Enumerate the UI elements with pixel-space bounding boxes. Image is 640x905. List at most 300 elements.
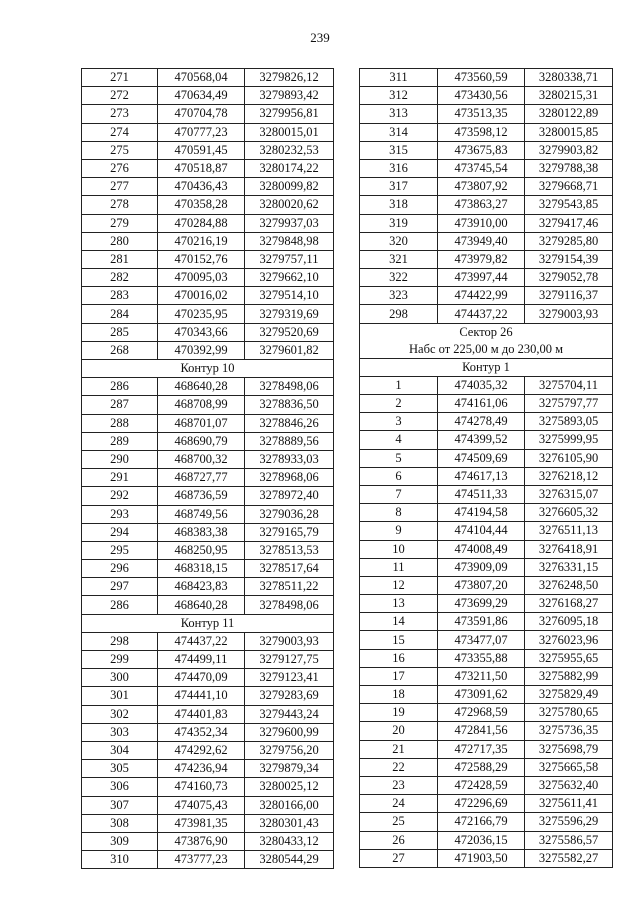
point-number-cell: 279 (82, 214, 158, 232)
x-coordinate-cell: 468383,38 (158, 523, 245, 541)
x-coordinate-cell: 472166,79 (438, 813, 525, 831)
y-coordinate-cell: 3280166,00 (245, 796, 334, 814)
y-coordinate-cell: 3279003,93 (525, 305, 613, 323)
x-coordinate-cell: 473909,09 (438, 558, 525, 576)
x-coordinate-cell: 474035,32 (438, 376, 525, 394)
table-row (82, 832, 334, 850)
table-row (82, 851, 334, 869)
y-coordinate-cell: 3280015,01 (245, 123, 334, 141)
point-number-cell: 13 (360, 595, 438, 613)
point-number-cell: 10 (360, 540, 438, 558)
y-coordinate-cell: 3276605,32 (525, 504, 613, 522)
y-coordinate-cell: 3280544,29 (245, 851, 334, 869)
table-row (82, 523, 334, 541)
coordinates-table-right (359, 68, 613, 868)
y-coordinate-cell: 3275665,58 (525, 758, 613, 776)
x-coordinate-cell: 468700,32 (158, 450, 245, 468)
x-coordinate-cell: 473949,40 (438, 232, 525, 250)
table-row (82, 723, 334, 741)
x-coordinate-cell: 472968,59 (438, 704, 525, 722)
x-coordinate-cell: 473807,92 (438, 178, 525, 196)
x-coordinate-cell: 474499,11 (158, 651, 245, 669)
point-number-cell: 317 (360, 178, 438, 196)
table-row (360, 522, 613, 540)
point-number-cell: 321 (360, 250, 438, 268)
point-number-cell: 286 (82, 596, 158, 614)
page-number: 239 (310, 30, 330, 45)
point-number-cell: 298 (82, 632, 158, 650)
point-number-cell: 287 (82, 396, 158, 414)
x-coordinate-cell: 473910,00 (438, 214, 525, 232)
point-number-cell: 11 (360, 558, 438, 576)
y-coordinate-cell: 3276248,50 (525, 576, 613, 594)
point-number-cell: 27 (360, 849, 438, 867)
point-number-cell: 323 (360, 287, 438, 305)
point-number-cell: 4 (360, 431, 438, 449)
x-coordinate-cell: 474236,94 (158, 760, 245, 778)
y-coordinate-cell: 3278498,06 (245, 378, 334, 396)
y-coordinate-cell: 3279848,98 (245, 232, 334, 250)
point-number-cell: 303 (82, 723, 158, 741)
table-row (360, 758, 613, 776)
table-row (360, 250, 613, 268)
section-header-line: Сектор 26 (459, 324, 513, 339)
x-coordinate-cell: 468640,28 (158, 596, 245, 614)
table-row (82, 341, 334, 359)
table-row (360, 485, 613, 503)
table-row (360, 595, 613, 613)
table-row (360, 123, 613, 141)
table-row (360, 613, 613, 631)
x-coordinate-cell: 468749,56 (158, 505, 245, 523)
point-number-cell: 280 (82, 232, 158, 250)
point-number-cell: 285 (82, 323, 158, 341)
point-number-cell: 2 (360, 395, 438, 413)
table-row (82, 541, 334, 559)
x-coordinate-cell: 474422,99 (438, 287, 525, 305)
y-coordinate-cell: 3275582,27 (525, 849, 613, 867)
table-row (360, 540, 613, 558)
x-coordinate-cell: 470235,95 (158, 305, 245, 323)
x-coordinate-cell: 474104,44 (438, 522, 525, 540)
y-coordinate-cell: 3280174,22 (245, 159, 334, 177)
point-number-cell: 268 (82, 341, 158, 359)
point-number-cell: 308 (82, 814, 158, 832)
x-coordinate-cell: 470591,45 (158, 141, 245, 159)
point-number-cell: 19 (360, 704, 438, 722)
y-coordinate-cell: 3279662,10 (245, 269, 334, 287)
y-coordinate-cell: 3275704,11 (525, 376, 613, 394)
x-coordinate-cell: 473876,90 (158, 832, 245, 850)
y-coordinate-cell: 3275611,41 (525, 795, 613, 813)
point-number-cell: 15 (360, 631, 438, 649)
y-coordinate-cell: 3280232,53 (245, 141, 334, 159)
y-coordinate-cell: 3279123,41 (245, 669, 334, 687)
x-coordinate-cell: 474278,49 (438, 413, 525, 431)
x-coordinate-cell: 470284,88 (158, 214, 245, 232)
x-coordinate-cell: 468736,59 (158, 487, 245, 505)
table-row (82, 450, 334, 468)
point-number-cell: 297 (82, 578, 158, 596)
x-coordinate-cell: 474617,13 (438, 467, 525, 485)
y-coordinate-cell: 3278498,06 (245, 596, 334, 614)
table-row (360, 376, 613, 394)
point-number-cell: 313 (360, 105, 438, 123)
table-row (360, 449, 613, 467)
y-coordinate-cell: 3278517,64 (245, 560, 334, 578)
y-coordinate-cell: 3279600,99 (245, 723, 334, 741)
y-coordinate-cell: 3276331,15 (525, 558, 613, 576)
point-number-cell: 300 (82, 669, 158, 687)
point-number-cell: 282 (82, 269, 158, 287)
point-number-cell: 26 (360, 831, 438, 849)
point-number-cell: 18 (360, 686, 438, 704)
x-coordinate-cell: 473477,07 (438, 631, 525, 649)
x-coordinate-cell: 473430,56 (438, 87, 525, 105)
section-header-line: Набс от 225,00 м до 230,00 м (409, 341, 563, 356)
table-row (360, 576, 613, 594)
table-row (360, 722, 613, 740)
y-coordinate-cell: 3278836,50 (245, 396, 334, 414)
point-number-cell: 274 (82, 123, 158, 141)
x-coordinate-cell: 473675,83 (438, 141, 525, 159)
y-coordinate-cell: 3276095,18 (525, 613, 613, 631)
x-coordinate-cell: 470777,23 (158, 123, 245, 141)
point-number-cell: 309 (82, 832, 158, 850)
point-number-cell: 22 (360, 758, 438, 776)
point-number-cell: 276 (82, 159, 158, 177)
coordinates-table-right-body (360, 69, 613, 868)
x-coordinate-cell: 473807,20 (438, 576, 525, 594)
point-number-cell: 272 (82, 87, 158, 105)
x-coordinate-cell: 470704,78 (158, 105, 245, 123)
point-number-cell: 295 (82, 541, 158, 559)
section-header-line: Контур 1 (462, 359, 510, 374)
point-number-cell: 6 (360, 467, 438, 485)
point-number-cell: 311 (360, 69, 438, 87)
point-number-cell: 293 (82, 505, 158, 523)
x-coordinate-cell: 474075,43 (158, 796, 245, 814)
point-number-cell: 5 (360, 449, 438, 467)
point-number-cell: 296 (82, 560, 158, 578)
table-row (360, 686, 613, 704)
point-number-cell: 289 (82, 432, 158, 450)
x-coordinate-cell: 468250,95 (158, 541, 245, 559)
table-row (82, 414, 334, 432)
y-coordinate-cell: 3275586,57 (525, 831, 613, 849)
y-coordinate-cell: 3276218,12 (525, 467, 613, 485)
table-row (82, 814, 334, 832)
point-number-cell: 281 (82, 250, 158, 268)
y-coordinate-cell: 3279003,93 (245, 632, 334, 650)
table-row (82, 760, 334, 778)
y-coordinate-cell: 3278968,06 (245, 469, 334, 487)
point-number-cell: 312 (360, 87, 438, 105)
y-coordinate-cell: 3279601,82 (245, 341, 334, 359)
y-coordinate-cell: 3279127,75 (245, 651, 334, 669)
y-coordinate-cell: 3279283,69 (245, 687, 334, 705)
table-row (82, 669, 334, 687)
point-number-cell: 271 (82, 69, 158, 87)
table-row (82, 141, 334, 159)
point-number-cell: 20 (360, 722, 438, 740)
y-coordinate-cell: 3275698,79 (525, 740, 613, 758)
table-row (82, 232, 334, 250)
table-row (360, 813, 613, 831)
point-number-cell: 12 (360, 576, 438, 594)
y-coordinate-cell: 3276511,13 (525, 522, 613, 540)
y-coordinate-cell: 3280020,62 (245, 196, 334, 214)
x-coordinate-cell: 474399,52 (438, 431, 525, 449)
table-row (82, 123, 334, 141)
section-header-row (82, 614, 334, 632)
x-coordinate-cell: 468708,99 (158, 396, 245, 414)
point-number-cell: 301 (82, 687, 158, 705)
y-coordinate-cell: 3279757,11 (245, 250, 334, 268)
x-coordinate-cell: 470016,02 (158, 287, 245, 305)
y-coordinate-cell: 3278889,56 (245, 432, 334, 450)
table-row (360, 667, 613, 685)
x-coordinate-cell: 474511,33 (438, 485, 525, 503)
y-coordinate-cell: 3279165,79 (245, 523, 334, 541)
table-row (82, 214, 334, 232)
x-coordinate-cell: 472428,59 (438, 776, 525, 794)
table-row (360, 105, 613, 123)
point-number-cell: 302 (82, 705, 158, 723)
y-coordinate-cell: 3275632,40 (525, 776, 613, 794)
x-coordinate-cell: 474194,58 (438, 504, 525, 522)
x-coordinate-cell: 472588,29 (438, 758, 525, 776)
point-number-cell: 298 (360, 305, 438, 323)
point-number-cell: 290 (82, 450, 158, 468)
x-coordinate-cell: 470343,66 (158, 323, 245, 341)
table-row (360, 69, 613, 87)
y-coordinate-cell: 3275596,29 (525, 813, 613, 831)
x-coordinate-cell: 474008,49 (438, 540, 525, 558)
table-row (360, 269, 613, 287)
y-coordinate-cell: 3279903,82 (525, 141, 613, 159)
y-coordinate-cell: 3279788,38 (525, 159, 613, 177)
table-row (360, 159, 613, 177)
x-coordinate-cell: 470568,04 (158, 69, 245, 87)
y-coordinate-cell: 3278513,53 (245, 541, 334, 559)
x-coordinate-cell: 474509,69 (438, 449, 525, 467)
point-number-cell: 284 (82, 305, 158, 323)
point-number-cell: 288 (82, 414, 158, 432)
y-coordinate-cell: 3275882,99 (525, 667, 613, 685)
y-coordinate-cell: 3279443,24 (245, 705, 334, 723)
table-row (82, 487, 334, 505)
x-coordinate-cell: 468701,07 (158, 414, 245, 432)
point-number-cell: 283 (82, 287, 158, 305)
table-row (360, 287, 613, 305)
y-coordinate-cell: 3279116,37 (525, 287, 613, 305)
point-number-cell: 8 (360, 504, 438, 522)
y-coordinate-cell: 3278933,03 (245, 450, 334, 468)
point-number-cell: 294 (82, 523, 158, 541)
section-header-row (360, 358, 613, 376)
table-row (82, 687, 334, 705)
table-row (360, 196, 613, 214)
table-row (82, 596, 334, 614)
x-coordinate-cell: 472717,35 (438, 740, 525, 758)
table-row (360, 232, 613, 250)
table-row (82, 269, 334, 287)
y-coordinate-cell: 3276418,91 (525, 540, 613, 558)
y-coordinate-cell: 3279826,12 (245, 69, 334, 87)
table-row (360, 740, 613, 758)
table-row (82, 196, 334, 214)
section-header-line: Контур 10 (180, 361, 235, 376)
y-coordinate-cell: 3278511,22 (245, 578, 334, 596)
table-row (82, 159, 334, 177)
x-coordinate-cell: 468727,77 (158, 469, 245, 487)
y-coordinate-cell: 3279937,03 (245, 214, 334, 232)
y-coordinate-cell: 3279285,80 (525, 232, 613, 250)
y-coordinate-cell: 3275797,77 (525, 395, 613, 413)
x-coordinate-cell: 474437,22 (438, 305, 525, 323)
point-number-cell: 14 (360, 613, 438, 631)
y-coordinate-cell: 3275780,65 (525, 704, 613, 722)
x-coordinate-cell: 473591,86 (438, 613, 525, 631)
x-coordinate-cell: 468690,79 (158, 432, 245, 450)
x-coordinate-cell: 474160,73 (158, 778, 245, 796)
table-row (82, 87, 334, 105)
x-coordinate-cell: 474161,06 (438, 395, 525, 413)
x-coordinate-cell: 474441,10 (158, 687, 245, 705)
point-number-cell: 17 (360, 667, 438, 685)
y-coordinate-cell: 3280301,43 (245, 814, 334, 832)
y-coordinate-cell: 3275893,05 (525, 413, 613, 431)
y-coordinate-cell: 3279756,20 (245, 741, 334, 759)
table-row (360, 395, 613, 413)
y-coordinate-cell: 3275736,35 (525, 722, 613, 740)
y-coordinate-cell: 3276168,27 (525, 595, 613, 613)
point-number-cell: 319 (360, 214, 438, 232)
x-coordinate-cell: 473355,88 (438, 649, 525, 667)
x-coordinate-cell: 470152,76 (158, 250, 245, 268)
y-coordinate-cell: 3279543,85 (525, 196, 613, 214)
x-coordinate-cell: 474292,62 (158, 741, 245, 759)
x-coordinate-cell: 473513,35 (438, 105, 525, 123)
x-coordinate-cell: 472036,15 (438, 831, 525, 849)
point-number-cell: 291 (82, 469, 158, 487)
point-number-cell: 277 (82, 178, 158, 196)
section-header (82, 614, 334, 632)
point-number-cell: 25 (360, 813, 438, 831)
section-header-row (360, 323, 613, 358)
point-number-cell: 273 (82, 105, 158, 123)
table-row (360, 504, 613, 522)
point-number-cell: 292 (82, 487, 158, 505)
x-coordinate-cell: 473598,12 (438, 123, 525, 141)
point-number-cell: 278 (82, 196, 158, 214)
table-row (82, 705, 334, 723)
x-coordinate-cell: 473699,29 (438, 595, 525, 613)
y-coordinate-cell: 3279879,34 (245, 760, 334, 778)
x-coordinate-cell: 474401,83 (158, 705, 245, 723)
point-number-cell: 16 (360, 649, 438, 667)
table-row (82, 578, 334, 596)
x-coordinate-cell: 473979,82 (438, 250, 525, 268)
x-coordinate-cell: 471903,50 (438, 849, 525, 867)
point-number-cell: 3 (360, 413, 438, 431)
point-number-cell: 299 (82, 651, 158, 669)
y-coordinate-cell: 3278972,40 (245, 487, 334, 505)
x-coordinate-cell: 470216,19 (158, 232, 245, 250)
y-coordinate-cell: 3280433,12 (245, 832, 334, 850)
x-coordinate-cell: 474470,09 (158, 669, 245, 687)
point-number-cell: 24 (360, 795, 438, 813)
point-number-cell: 314 (360, 123, 438, 141)
y-coordinate-cell: 3280215,31 (525, 87, 613, 105)
y-coordinate-cell: 3279417,46 (525, 214, 613, 232)
point-number-cell: 305 (82, 760, 158, 778)
y-coordinate-cell: 3276315,07 (525, 485, 613, 503)
y-coordinate-cell: 3280015,85 (525, 123, 613, 141)
point-number-cell: 1 (360, 376, 438, 394)
y-coordinate-cell: 3280025,12 (245, 778, 334, 796)
table-row (82, 305, 334, 323)
table-row (82, 632, 334, 650)
x-coordinate-cell: 468640,28 (158, 378, 245, 396)
point-number-cell: 23 (360, 776, 438, 794)
point-number-cell: 286 (82, 378, 158, 396)
table-row (82, 378, 334, 396)
point-number-cell: 316 (360, 159, 438, 177)
y-coordinate-cell: 3275829,49 (525, 686, 613, 704)
point-number-cell: 307 (82, 796, 158, 814)
table-row (360, 704, 613, 722)
section-header-row (82, 360, 334, 378)
point-number-cell: 9 (360, 522, 438, 540)
table-row (360, 214, 613, 232)
table-row (360, 649, 613, 667)
y-coordinate-cell: 3276105,90 (525, 449, 613, 467)
y-coordinate-cell: 3279052,78 (525, 269, 613, 287)
y-coordinate-cell: 3280122,89 (525, 105, 613, 123)
section-header-line: Контур 11 (180, 615, 235, 630)
x-coordinate-cell: 474352,34 (158, 723, 245, 741)
table-row (360, 141, 613, 159)
y-coordinate-cell: 3280099,82 (245, 178, 334, 196)
point-number-cell: 304 (82, 741, 158, 759)
coordinates-table-left-body (82, 69, 334, 869)
point-number-cell: 306 (82, 778, 158, 796)
y-coordinate-cell: 3278846,26 (245, 414, 334, 432)
section-header (360, 358, 613, 376)
y-coordinate-cell: 3279520,69 (245, 323, 334, 341)
table-row (360, 795, 613, 813)
y-coordinate-cell: 3279154,39 (525, 250, 613, 268)
x-coordinate-cell: 473981,35 (158, 814, 245, 832)
section-header (360, 323, 613, 358)
y-coordinate-cell: 3275999,95 (525, 431, 613, 449)
y-coordinate-cell: 3280338,71 (525, 69, 613, 87)
table-row (82, 287, 334, 305)
table-row (82, 651, 334, 669)
point-number-cell: 275 (82, 141, 158, 159)
point-number-cell: 318 (360, 196, 438, 214)
x-coordinate-cell: 468423,83 (158, 578, 245, 596)
x-coordinate-cell: 473211,50 (438, 667, 525, 685)
table-row (82, 69, 334, 87)
coordinates-table-left (81, 68, 334, 869)
table-row (360, 831, 613, 849)
x-coordinate-cell: 470518,87 (158, 159, 245, 177)
x-coordinate-cell: 470392,99 (158, 341, 245, 359)
y-coordinate-cell: 3276023,96 (525, 631, 613, 649)
